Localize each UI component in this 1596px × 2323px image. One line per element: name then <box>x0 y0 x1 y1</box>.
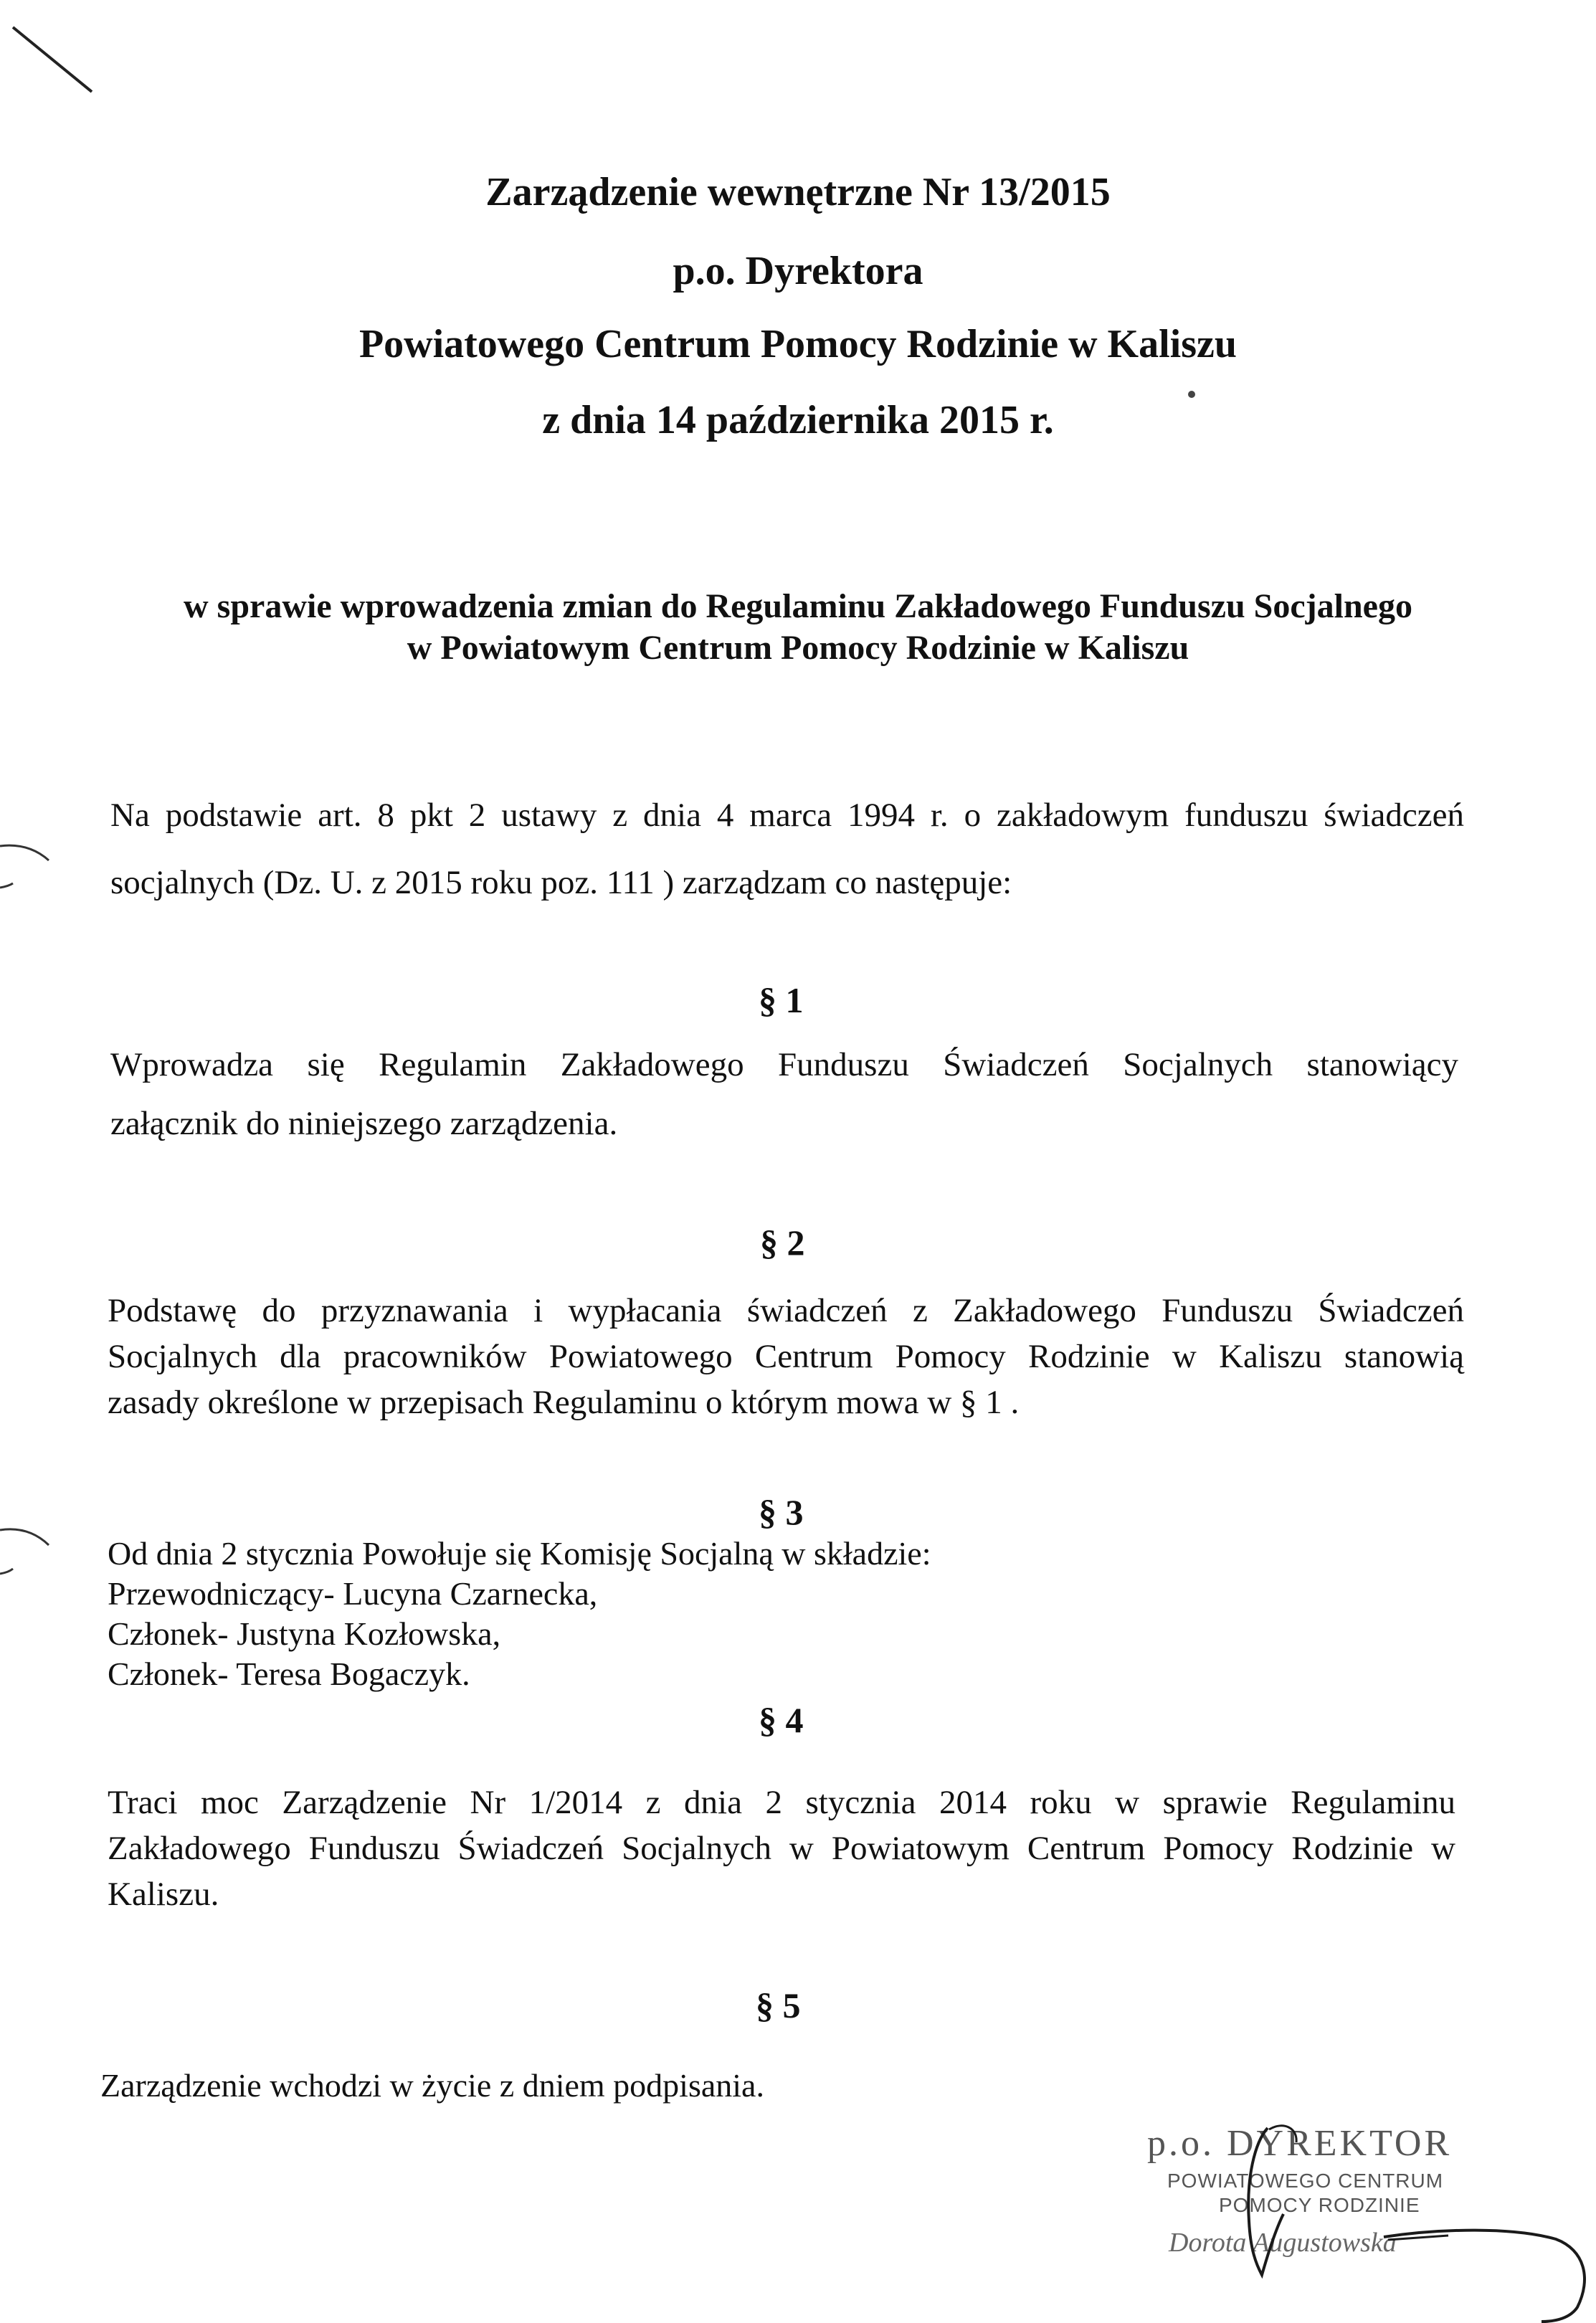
section-4-label: § 4 <box>759 1700 804 1740</box>
section-1-text: Wprowadza się Regulamin Zakładowego Funduszu Świadczeń Socjalnych stanowiący załącznik do niniejszego zarządzenia. <box>110 1046 1458 1142</box>
committee-chair: Przewodniczący- Lucyna Czarnecka, <box>108 1575 598 1612</box>
issuer-title: p.o. Dyrektora <box>673 249 923 293</box>
punch-hole-mark-top <box>0 845 49 860</box>
stamp-title: p.o. DYREKTOR <box>1147 2123 1453 2164</box>
section-2-text: Podstawę do przyznawania i wypłacania świadczeń z Zakładowego Funduszu Świadczeń Socjalnych dla pracowników Powiatowego Centrum Pomocy Rodzinie w Kaliszu stanowią zasady określone w przepisach Regulaminu o którym mowa w § 1 . <box>108 1292 1464 1421</box>
subject-line-1: w sprawie wprowadzenia zmian do Regulaminu Zakładowego Funduszu Socjalnego <box>184 587 1412 625</box>
corner-stroke-mark <box>13 27 92 92</box>
section-4-text: Traci moc Zarządzenie Nr 1/2014 z dnia 2 stycznia 2014 roku w sprawie Regulaminu Zakładowego Funduszu Świadczeń Socjalnych w Powiatowym Centrum Pomocy Rodzinie w Kaliszu. <box>108 1784 1455 1913</box>
intro-line-1: Na podstawie art. 8 pkt 2 ustawy z dnia 4 marca 1994 r. o zakładowym funduszu świadczeń <box>110 797 1464 834</box>
punch-hole-mark-bottom <box>0 1529 49 1545</box>
document-date: z dnia 14 października 2015 r. <box>542 398 1054 442</box>
stamp-institution-line-1: POWIATOWEGO CENTRUM <box>1167 2170 1444 2192</box>
subject-line-2: w Powiatowym Centrum Pomocy Rodzinie w Kaliszu <box>407 629 1189 667</box>
intro-paragraph <box>110 790 1464 908</box>
section-5-label: § 5 <box>756 1985 801 2025</box>
stamp-director-name: Dorota Augustowska <box>1169 2228 1397 2258</box>
section-3-line-1: Od dnia 2 stycznia Powołuje się Komisję Socjalną w składzie: <box>108 1535 931 1572</box>
section-3-label: § 3 <box>759 1492 804 1532</box>
committee-member-1: Członek- Justyna Kozłowska, <box>108 1615 501 1652</box>
section-5-text: Zarządzenie wchodzi w życie z dniem podpisania. <box>100 2067 764 2104</box>
section-1-label: § 1 <box>759 980 804 1020</box>
document-title: Zarządzenie wewnętrzne Nr 13/2015 <box>485 170 1111 214</box>
handwritten-signature <box>1212 2121 1596 2323</box>
section-2-label: § 2 <box>760 1222 805 1263</box>
institution-name: Powiatowego Centrum Pomocy Rodzinie w Kaliszu <box>358 322 1238 366</box>
committee-member-2: Członek- Teresa Bogaczyk. <box>108 1655 470 1692</box>
stamp-institution-line-2: POMOCY RODZINIE <box>1219 2194 1420 2216</box>
intro-line-2: socjalnych (Dz. U. z 2015 roku poz. 111 ) zarządzam co następuje: <box>110 864 1012 901</box>
